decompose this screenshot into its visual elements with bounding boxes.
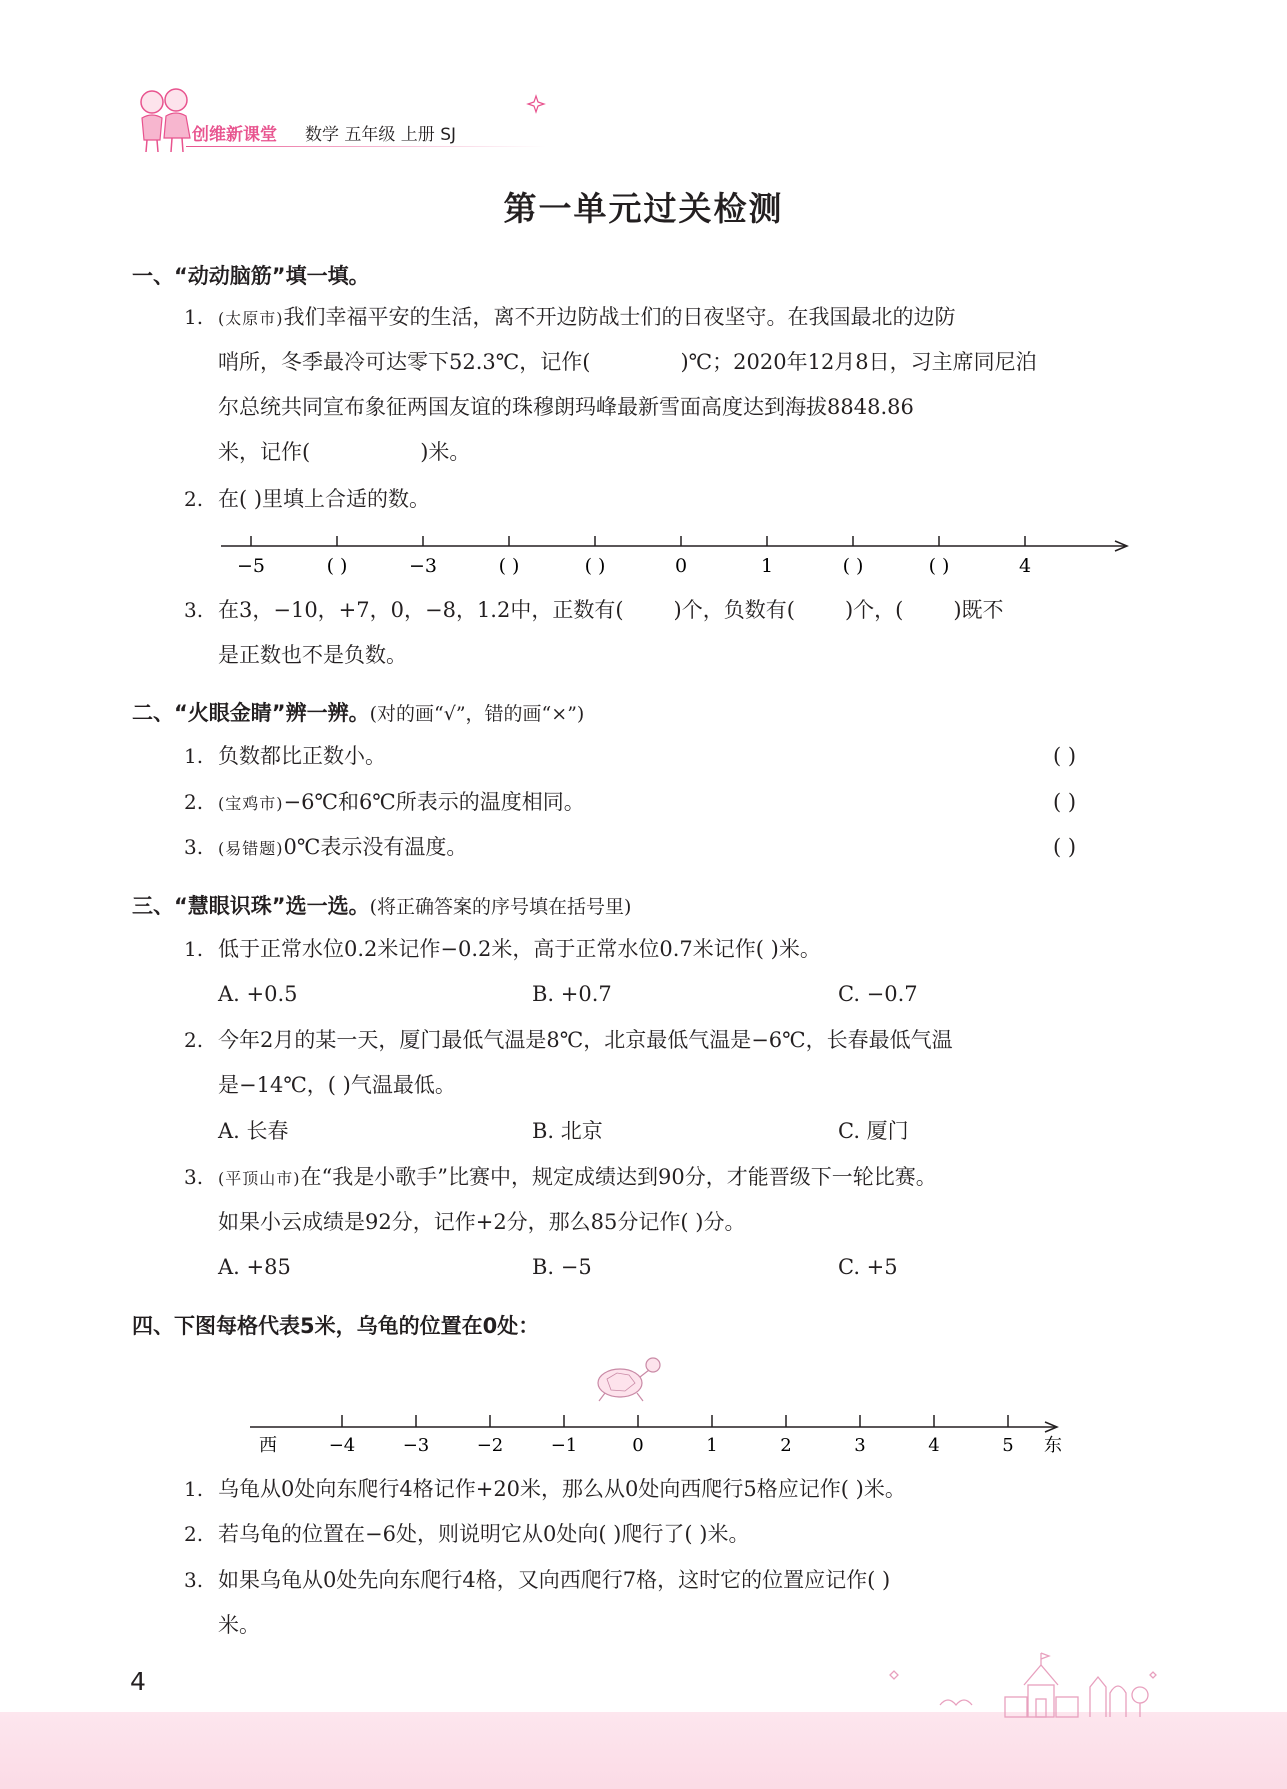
q3-3-line-1 — [218, 1162, 937, 1194]
q1-1-source-tag: (太原市) — [218, 309, 284, 328]
nl1-label-9: 4 — [1018, 555, 1032, 577]
q1-2-number: 2. — [184, 487, 204, 511]
q2-3-text: 0℃表示没有温度。 — [283, 835, 468, 859]
q1-3-number: 3. — [184, 598, 204, 622]
q4-3-line-2: 米。 — [218, 1613, 260, 1637]
nl1-label-8[interactable]: ( ) — [928, 555, 950, 577]
section-3-note: (将正确答案的序号填在括号里) — [369, 896, 632, 918]
nl2-tick-label-0: −4 — [328, 1435, 356, 1455]
q1-1-text-2a: 哨所，冬季最冷可达零下52.3℃，记作( — [218, 350, 591, 374]
section-2-heading — [132, 697, 584, 727]
page-title: 第一单元过关检测 — [503, 189, 784, 228]
q3-3-option-b[interactable]: B. −5 — [532, 1255, 592, 1279]
section-3-heading — [132, 890, 631, 920]
nl2-tick-label-1: −3 — [402, 1435, 430, 1455]
q1-2-text: 在( )里填上合适的数。 — [218, 487, 431, 511]
section-4-title: 四、下图每格代表5米，乌龟的位置在0处： — [132, 1314, 540, 1338]
q3-2-option-c[interactable]: C. 厦门 — [838, 1119, 909, 1143]
q4-2-number: 2. — [184, 1522, 204, 1546]
q1-1-text-4b: )米。 — [420, 440, 471, 464]
section-2-title: 二、“火眼金睛”辨一辨。 — [132, 701, 370, 725]
q2-2-source-tag: (宝鸡市) — [218, 794, 284, 813]
axis-east-label: 东 — [1044, 1435, 1062, 1455]
q4-1-text: 乌龟从0处向东爬行4格记作+20米，那么从0处向西爬行5格应记作( )米。 — [218, 1477, 906, 1501]
q1-1-line-1 — [218, 302, 956, 334]
q3-3-option-c[interactable]: C. +5 — [838, 1255, 898, 1279]
section-1-heading: 一、“动动脑筋”填一填。 — [132, 264, 370, 288]
q3-2-option-a[interactable]: A. 长春 — [218, 1119, 289, 1143]
q3-2-number: 2. — [184, 1028, 204, 1052]
q1-3-text-a: 在3，−10，+7，0，−8，1.2中，正数有( — [218, 598, 624, 622]
section-4-heading — [132, 1311, 539, 1341]
q2-3-number: 3. — [184, 835, 204, 859]
q2-3-source-tag: (易错题) — [218, 839, 284, 858]
q2-3-answer-paren[interactable]: ( ) — [1053, 835, 1077, 859]
page-number: 4 — [130, 1667, 146, 1696]
footer-band — [0, 1712, 1287, 1789]
q2-2-line — [218, 787, 585, 819]
nl1-label-0: −5 — [236, 555, 266, 577]
q3-2-line-2: 是−14℃，( )气温最低。 — [218, 1073, 456, 1097]
q3-1-text: 低于正常水位0.2米记作−0.2米，高于正常水位0.7米记作( )米。 — [218, 937, 821, 961]
nl1-label-1[interactable]: ( ) — [326, 555, 348, 577]
q1-1-text-4a: 米，记作( — [218, 440, 311, 464]
q1-1-line-4 — [218, 437, 470, 467]
section-3-title: 三、“慧眼识珠”选一选。 — [132, 894, 370, 918]
q3-1-option-a[interactable]: A. +0.5 — [218, 982, 298, 1006]
nl1-label-3[interactable]: ( ) — [498, 555, 520, 577]
q3-3-text-1: 在“我是小歌手”比赛中，规定成绩达到90分，才能晋级下一轮比赛。 — [300, 1165, 937, 1189]
q1-3-line-1 — [218, 595, 1004, 625]
q3-3-source-tag: (平顶山市) — [218, 1169, 301, 1188]
q3-1-option-c[interactable]: C. −0.7 — [838, 982, 918, 1006]
q2-1-number: 1. — [184, 744, 204, 768]
nl2-tick-label-6: 2 — [780, 1435, 792, 1455]
q3-1-option-b[interactable]: B. +0.7 — [532, 982, 612, 1006]
q2-1-answer-paren[interactable]: ( ) — [1053, 744, 1077, 768]
q3-3-number: 3. — [184, 1165, 204, 1189]
nl2-tick-label-3: −1 — [550, 1435, 578, 1455]
q1-3-text-c: )个，( — [844, 598, 904, 622]
nl2-tick-label-5: 1 — [706, 1435, 718, 1455]
q1-3-line-2: 是正数也不是负数。 — [218, 643, 407, 667]
q3-3-line-2: 如果小云成绩是92分，记作+2分，那么85分记作( )分。 — [218, 1210, 746, 1234]
brand-name: 创维新课堂 — [192, 125, 277, 145]
q4-1-number: 1. — [184, 1477, 204, 1501]
q1-1-line-2 — [218, 347, 1037, 377]
nl2-tick-label-9: 5 — [1002, 1435, 1014, 1455]
nl2-tick-label-7: 3 — [854, 1435, 866, 1455]
q2-2-number: 2. — [184, 790, 204, 814]
q3-2-option-b[interactable]: B. 北京 — [532, 1119, 603, 1143]
number-line-turtle — [245, 1345, 1130, 1455]
nl1-label-6: 1 — [760, 555, 774, 577]
nl2-tick-label-2: −2 — [476, 1435, 504, 1455]
nl1-label-2: −3 — [408, 555, 438, 577]
header-rule — [186, 146, 546, 147]
q2-1-text: 负数都比正数小。 — [218, 744, 386, 768]
page-header — [120, 76, 540, 156]
q4-3-line-1: 如果乌龟从0处先向东爬行4格，又向西爬行7格，这时它的位置应记作( ) — [218, 1568, 891, 1592]
q1-3-text-d: )既不 — [953, 598, 1004, 622]
sparkle-icon — [525, 94, 547, 114]
number-line-turtle-ticks — [342, 1415, 1008, 1427]
section-2-note: (对的画“√”，错的画“×”) — [369, 703, 585, 725]
castle-illustration — [870, 1645, 1170, 1720]
kids-illustration — [128, 84, 202, 154]
nl1-label-7[interactable]: ( ) — [842, 555, 864, 577]
book-info: 数学 五年级 上册 SJ — [305, 125, 457, 145]
nl1-label-5: 0 — [674, 555, 688, 577]
turtle-icon — [598, 1358, 660, 1401]
q1-1-line-3: 尔总统共同宣布象征两国友谊的珠穆朗玛峰最新雪面高度达到海拔8848.86 — [218, 395, 914, 419]
q2-2-answer-paren[interactable]: ( ) — [1053, 790, 1077, 814]
q3-2-line-1: 今年2月的某一天，厦门最低气温是8℃，北京最低气温是−6℃，长春最低气温 — [218, 1028, 953, 1052]
q2-3-line — [218, 832, 467, 864]
q1-3-text-b: )个，负数有( — [673, 598, 795, 622]
nl1-label-4[interactable]: ( ) — [584, 555, 606, 577]
axis-west-label: 西 — [259, 1435, 277, 1455]
q1-1-number: 1. — [184, 305, 204, 329]
q1-1-text-2b: )℃；2020年12月8日，习主席同尼泊 — [680, 350, 1037, 374]
nl2-tick-label-4: 0 — [632, 1435, 644, 1455]
q4-2-text: 若乌龟的位置在−6处，则说明它从0处向( )爬行了( )米。 — [218, 1522, 750, 1546]
q1-1-text-1: 我们幸福平安的生活，离不开边防战士们的日夜坚守。在我国最北的边防 — [283, 305, 956, 329]
nl2-tick-label-8: 4 — [928, 1435, 940, 1455]
q3-3-option-a[interactable]: A. +85 — [218, 1255, 291, 1279]
number-line-q2-ticks — [251, 536, 1025, 546]
q3-1-number: 1. — [184, 937, 204, 961]
number-line-q2 — [215, 528, 1130, 588]
q4-3-number: 3. — [184, 1568, 204, 1592]
q2-2-text: −6℃和6℃所表示的温度相同。 — [283, 790, 585, 814]
